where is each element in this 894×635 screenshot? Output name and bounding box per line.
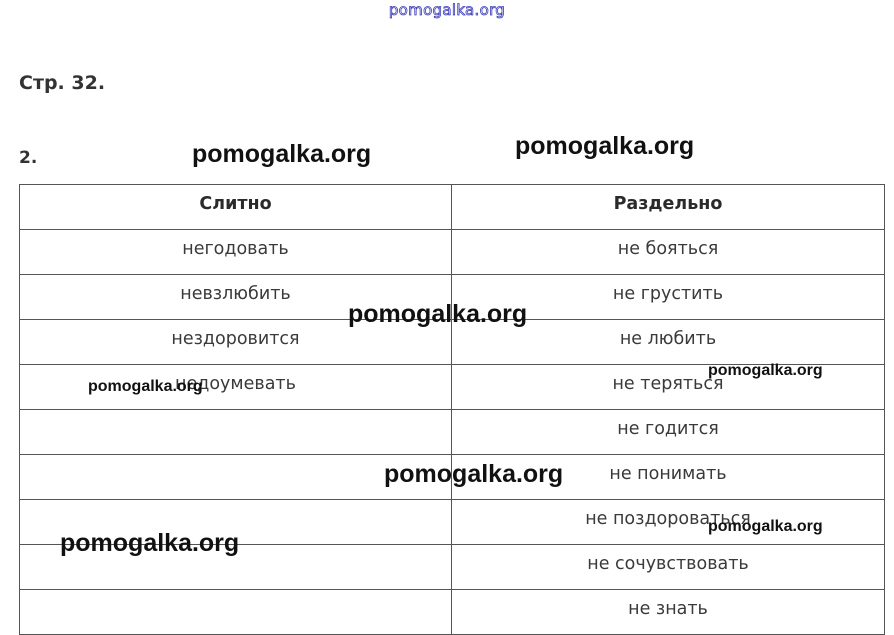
table-header-row — [20, 185, 885, 230]
header-watermark: pomogalka.org — [388, 1, 506, 19]
cell-together: нездоровится — [20, 320, 452, 365]
cell-together: негодовать — [20, 230, 452, 275]
task-number: 2. — [19, 148, 38, 168]
column-header-separate: Раздельно — [452, 185, 885, 230]
cell-separate: не теряться — [452, 365, 885, 410]
cell-separate: не понимать — [452, 455, 885, 500]
cell-together — [20, 590, 452, 635]
watermark: pomogalka.org — [515, 132, 695, 160]
cell-together: недоумевать — [20, 365, 452, 410]
column-header-together: Слитно — [20, 185, 452, 230]
cell-separate: не любить — [452, 320, 885, 365]
cell-separate: не сочувствовать — [452, 545, 885, 590]
watermark: pomogalka.org — [192, 140, 372, 168]
spelling-table — [19, 184, 885, 635]
watermark: pomogalka.org — [88, 378, 203, 395]
cell-together — [20, 410, 452, 455]
cell-together: невзлюбить — [20, 275, 452, 320]
cell-separate: не годится — [452, 410, 885, 455]
cell-separate: не грустить — [452, 275, 885, 320]
watermark: pomogalka.org — [60, 529, 240, 557]
watermark: pomogalka.org — [708, 362, 823, 379]
page-reference: Стр. 32. — [19, 72, 106, 94]
watermark: pomogalka.org — [348, 300, 528, 328]
table-row — [20, 410, 885, 455]
cell-separate: не бояться — [452, 230, 885, 275]
cell-separate: не поздороваться — [452, 500, 885, 545]
watermark: pomogalka.org — [384, 460, 564, 488]
table-row — [20, 230, 885, 275]
table-row — [20, 590, 885, 635]
watermark: pomogalka.org — [708, 518, 823, 535]
cell-separate: не знать — [452, 590, 885, 635]
